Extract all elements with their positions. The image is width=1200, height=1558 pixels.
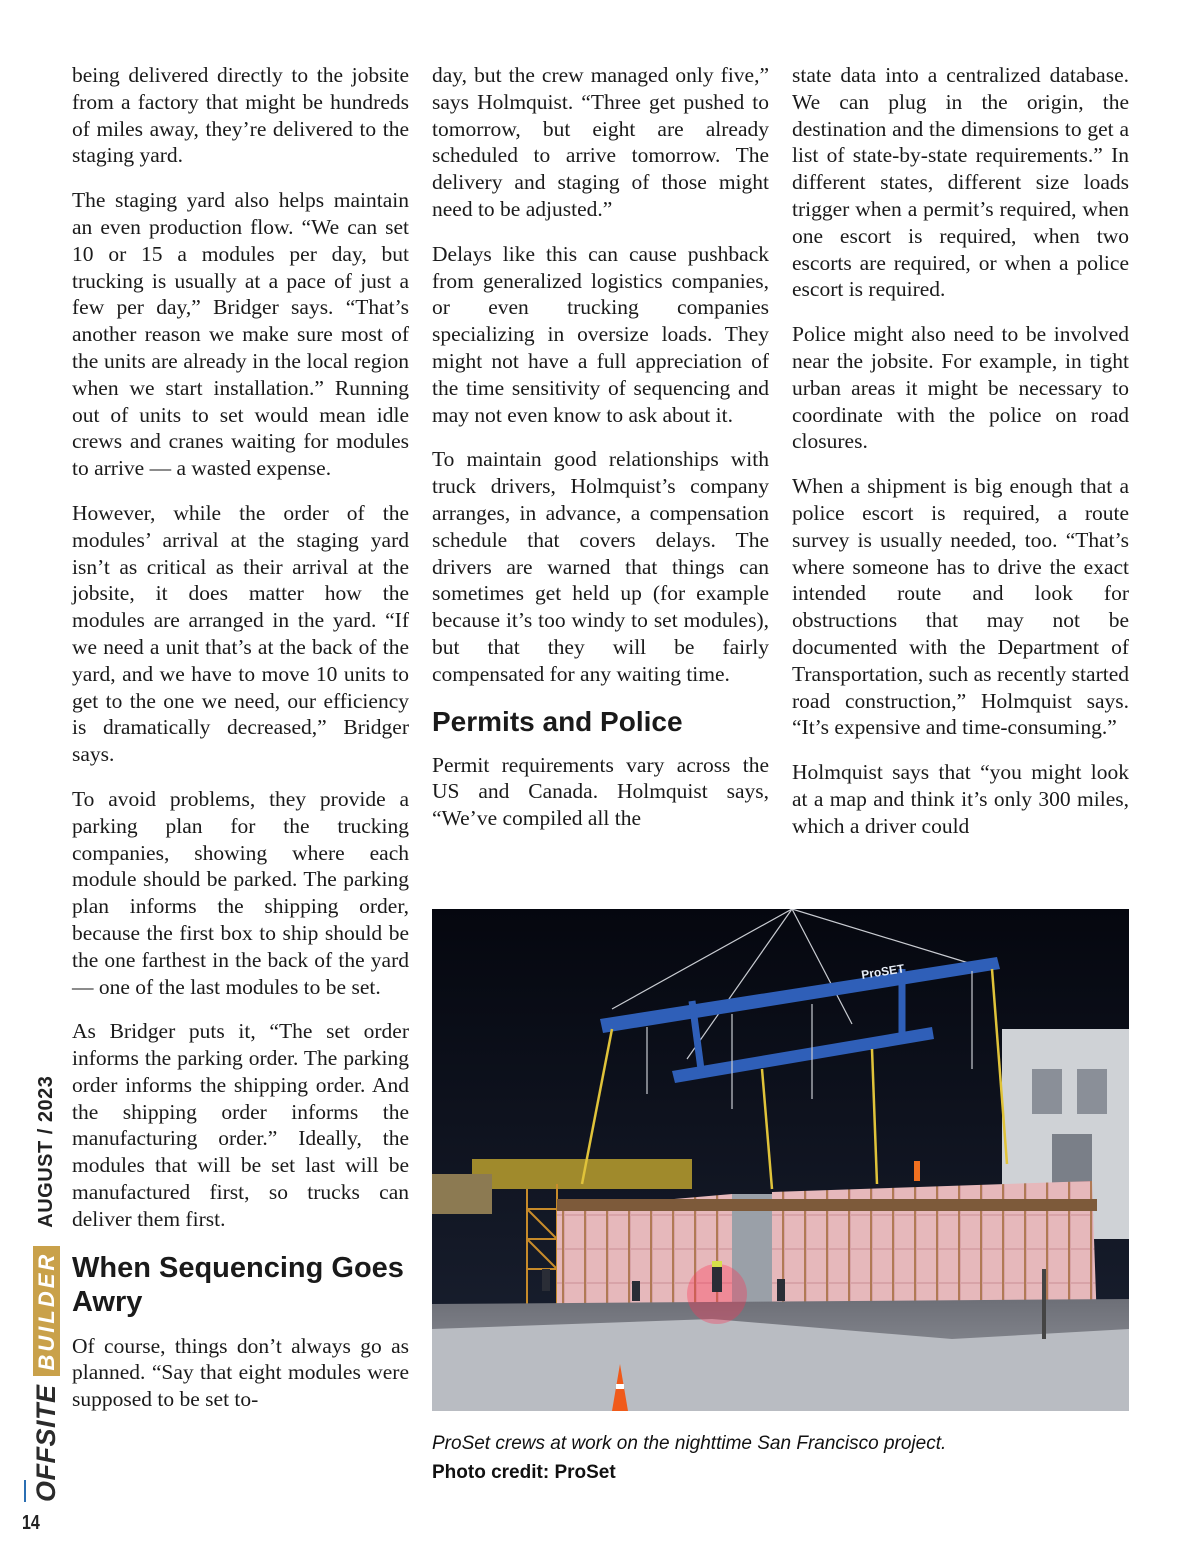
- paragraph: To avoid problems, they provide a parking plan for the trucking companies, showing where each module should be parked. The parking plan informs the shipping order, because the first box to ship should be the one farthest in the back of the yard — one of the last modules to be set.: [72, 786, 409, 999]
- article-photo: [432, 909, 1129, 1411]
- paragraph: When a shipment is big enough that a police escort is required, a route survey is usually needed, too. “That’s where someone has to drive the exact intended route and look for obstructions that may not be documented with the Department of Transportation, such as recently started road construction,” Holmquist says. “It’s expensive and time-consuming.”: [792, 474, 1129, 740]
- paragraph: state data into a centralized database. We can plug in the origin, the destination and the dimensions to get a list of state-by-state requirements.” In different states, different size loads trigger when a permit’s required, when one escort is required, when two escorts are required, or when a police escort is required.: [792, 63, 1129, 302]
- article-column-1: [72, 62, 409, 1431]
- photo-caption: ProSet crews at work on the nighttime San Francisco project.: [432, 1433, 947, 1454]
- photo-credit: Photo credit: ProSet: [432, 1462, 616, 1483]
- paragraph: Permit requirements vary across the US and Canada. Holmquist says, “We’ve compiled all the: [432, 752, 769, 831]
- paragraph: Holmquist says that “you might look at a map and think it’s only 300 miles, which a driver could: [792, 760, 1129, 838]
- paragraph: The staging yard also helps maintain an even production flow. “We can set 10 or 15 a modules per day, but trucking is usually at a pace of just a few per day,” Bridger says. “That’s another reason we make sure most of the units are already in the local region when we start installation.” Running out of units to set would mean idle crews and cranes waiting for modules to arrive — a wasted expense.: [72, 188, 409, 481]
- article-column-2: [432, 62, 769, 892]
- brand-line: [30, 1075, 62, 1502]
- section-heading: Permits and Police: [432, 705, 683, 737]
- issue-date: AUGUST / 2023: [34, 1075, 57, 1228]
- paragraph: being delivered directly to the jobsite from a factory that might be hundreds of miles away, they’re delivered to the staging yard.: [72, 63, 409, 168]
- beam-label: ProSET: [860, 961, 906, 982]
- article-column-3: [792, 62, 1129, 892]
- section-heading: When Sequencing Goes Awry: [72, 1251, 404, 1318]
- brand-builder: BUILDER: [33, 1246, 60, 1377]
- paragraph: However, while the order of the modules’ arrival at the staging yard isn’t as critical as their arrival at the jobsite, it does matter how the modules are arranged in the yard. “If we need a unit that’s at the back of the yard, and we have to move 10 units to get to the one we need, our efficiency is dramatically decreased,” Bridger says.: [72, 500, 409, 767]
- paragraph: day, but the crew managed only five,” says Holmquist. “Three get pushed to tomorrow, but eight are already scheduled to arrive tomorrow. The delivery and staging of those might need to be adjusted.”: [432, 63, 769, 221]
- brand-offsite: OFFSITE: [30, 1384, 61, 1502]
- paragraph: Police might also need to be involved near the jobsite. For example, in tight urban areas it might be necessary to coordinate with the police on road closures.: [792, 322, 1129, 454]
- paragraph: Of course, things don’t always go as planned. “Say that eight modules were supposed to be set to-: [72, 1333, 409, 1412]
- photo-illustration: [432, 909, 1129, 1411]
- magazine-brand: [12, 1075, 61, 1502]
- page-number: 14: [22, 1512, 40, 1534]
- brand-divider: [24, 1480, 26, 1502]
- paragraph: Delays like this can cause pushback from generalized logistics companies, or even trucking companies specializing in oversize loads. They might not have a full appreciation of the time sensitivity of sequencing and may not even know to ask about it.: [432, 241, 769, 427]
- paragraph: As Bridger puts it, “The set order informs the parking order. The parking order informs the shipping order. And the shipping order informs the manufacturing order.” Ideally, the modules that will be set last will be manufactured first, so trucks can deliver them first.: [72, 1019, 409, 1231]
- paragraph: To maintain good relationships with truck drivers, Holmquist’s company arranges, in advance, a compensation schedule that covers delays. The drivers are warned that things can sometimes get held up (for example because it’s too windy to set modules), but that they will be fairly compensated for any waiting time.: [432, 447, 769, 686]
